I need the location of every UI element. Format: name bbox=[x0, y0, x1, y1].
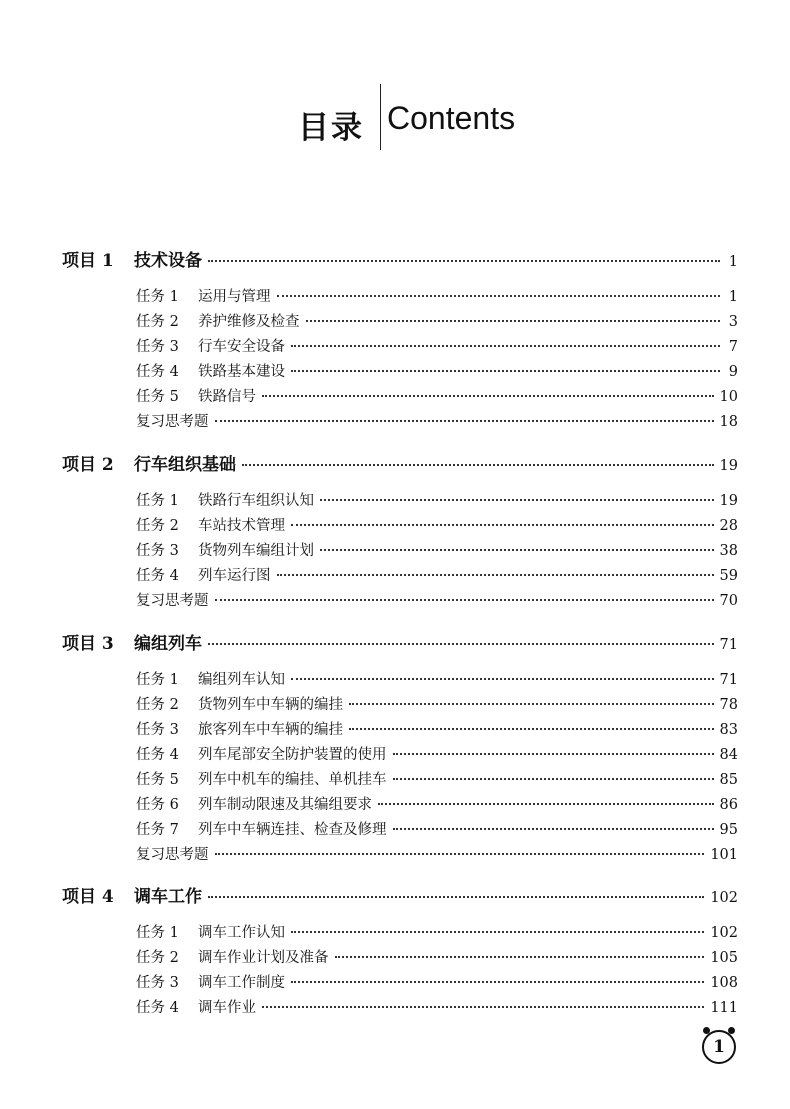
toc-entry-number: 任务 7 bbox=[136, 822, 179, 838]
dot-leader bbox=[335, 956, 705, 958]
toc-entry-title: 调车作业计划及准备 bbox=[198, 950, 329, 966]
toc-task-entry[interactable] bbox=[136, 718, 738, 739]
toc-task-entry[interactable] bbox=[136, 410, 738, 431]
toc-entry-title: 货物列车编组计划 bbox=[198, 543, 314, 559]
toc-entry-page: 85 bbox=[719, 772, 738, 788]
toc-entry-number: 任务 4 bbox=[136, 364, 179, 380]
toc-entry-number: 任务 3 bbox=[136, 722, 179, 738]
toc-task-entry[interactable] bbox=[136, 310, 738, 331]
toc-entry-page: 84 bbox=[719, 747, 738, 763]
dot-leader bbox=[215, 420, 714, 422]
toc-entry-title: 调车工作 bbox=[134, 887, 202, 907]
toc-entry-number: 任务 1 bbox=[136, 672, 179, 688]
toc-entry-page: 19 bbox=[719, 458, 738, 474]
toc-entry-title: 养护维修及检查 bbox=[198, 314, 300, 330]
dot-leader bbox=[277, 574, 714, 576]
toc-entry-number: 项目 4 bbox=[62, 887, 114, 907]
toc-entry-number: 任务 3 bbox=[136, 543, 179, 559]
toc-entry-title: 复习思考题 bbox=[136, 847, 209, 863]
toc-task-entry[interactable] bbox=[136, 589, 738, 610]
toc-entry-page: 1 bbox=[728, 254, 738, 270]
toc-entry-title: 列车尾部安全防护装置的使用 bbox=[198, 747, 387, 763]
dot-leader bbox=[208, 643, 714, 645]
toc-entry-number: 任务 2 bbox=[136, 314, 179, 330]
toc-entry-title: 列车运行图 bbox=[198, 568, 271, 584]
toc-entry-title: 旅客列车中车辆的编挂 bbox=[198, 722, 343, 738]
toc-entry-number: 任务 4 bbox=[136, 568, 179, 584]
toc-entry-page: 18 bbox=[719, 414, 738, 430]
toc-entry-page: 105 bbox=[710, 950, 738, 966]
toc-entry-page: 111 bbox=[710, 1000, 738, 1016]
toc-task-entry[interactable] bbox=[136, 385, 738, 406]
dot-leader bbox=[393, 828, 714, 830]
toc-entry-title: 调车作业 bbox=[198, 1000, 256, 1016]
toc-entry-number: 任务 4 bbox=[136, 1000, 179, 1016]
dot-leader bbox=[393, 778, 714, 780]
toc-task-entry[interactable] bbox=[136, 818, 738, 839]
toc-task-entry[interactable] bbox=[136, 843, 738, 864]
toc-entry-title: 铁路基本建设 bbox=[198, 364, 285, 380]
page-number-badge bbox=[702, 1030, 736, 1064]
dot-leader bbox=[215, 599, 714, 601]
dot-leader bbox=[208, 896, 704, 898]
toc-task-entry[interactable] bbox=[136, 360, 738, 381]
toc-entry-title: 车站技术管理 bbox=[198, 518, 285, 534]
toc-entry-title: 调车工作认知 bbox=[198, 925, 285, 941]
toc-entry-page: 78 bbox=[719, 697, 738, 713]
toc-entry-title: 货物列车中车辆的编挂 bbox=[198, 697, 343, 713]
dot-leader bbox=[277, 295, 721, 297]
toc-task-entry[interactable] bbox=[136, 693, 738, 714]
toc-entry-number: 任务 2 bbox=[136, 697, 179, 713]
dot-leader bbox=[393, 753, 714, 755]
toc-entry-page: 102 bbox=[710, 890, 738, 906]
toc-entry-number: 任务 2 bbox=[136, 950, 179, 966]
toc-entry-page: 3 bbox=[728, 314, 738, 330]
toc-entry-page: 7 bbox=[728, 339, 738, 355]
toc-entry-page: 9 bbox=[728, 364, 738, 380]
toc-project-entry[interactable] bbox=[62, 450, 738, 475]
toc-entry-title: 列车中机车的编挂、单机挂车 bbox=[198, 772, 387, 788]
toc-entry-title: 运用与管理 bbox=[198, 289, 271, 305]
toc-task-entry[interactable] bbox=[136, 668, 738, 689]
toc-entry-page: 71 bbox=[719, 637, 738, 653]
toc-entry-number: 任务 5 bbox=[136, 772, 179, 788]
toc-entry-page: 102 bbox=[710, 925, 738, 941]
toc-task-entry[interactable] bbox=[136, 489, 738, 510]
toc-task-entry[interactable] bbox=[136, 793, 738, 814]
toc-entry-number: 任务 6 bbox=[136, 797, 179, 813]
toc-entry-page: 101 bbox=[710, 847, 738, 863]
toc-entry-title: 调车工作制度 bbox=[198, 975, 285, 991]
toc-project-entry[interactable] bbox=[62, 246, 738, 271]
toc-task-entry[interactable] bbox=[136, 946, 738, 967]
toc-entry-page: 83 bbox=[719, 722, 738, 738]
dot-leader bbox=[291, 370, 720, 372]
toc-task-entry[interactable] bbox=[136, 768, 738, 789]
toc-task-entry[interactable] bbox=[136, 564, 738, 585]
toc-entry-number: 任务 5 bbox=[136, 389, 179, 405]
page-number: 1 bbox=[702, 1030, 736, 1064]
toc-entry-title: 列车制动限速及其编组要求 bbox=[198, 797, 372, 813]
toc-task-entry[interactable] bbox=[136, 285, 738, 306]
toc-task-entry[interactable] bbox=[136, 743, 738, 764]
dot-leader bbox=[320, 549, 714, 551]
dot-leader bbox=[291, 345, 720, 347]
toc-entry-number: 任务 1 bbox=[136, 925, 179, 941]
toc-entry-page: 95 bbox=[719, 822, 738, 838]
dot-leader bbox=[291, 678, 714, 680]
toc-entry-title: 行车安全设备 bbox=[198, 339, 285, 355]
toc-entry-page: 19 bbox=[719, 493, 738, 509]
toc-project-entry[interactable] bbox=[62, 629, 738, 654]
toc-entry-title: 复习思考题 bbox=[136, 593, 209, 609]
dot-leader bbox=[291, 524, 714, 526]
toc-entry-title: 铁路行车组织认知 bbox=[198, 493, 314, 509]
toc-entry-number: 任务 4 bbox=[136, 747, 179, 763]
toc-task-entry[interactable] bbox=[136, 539, 738, 560]
toc-entry-title: 铁路信号 bbox=[198, 389, 256, 405]
toc-entry-number: 任务 3 bbox=[136, 339, 179, 355]
toc-entry-title: 编组列车认知 bbox=[198, 672, 285, 688]
dot-leader bbox=[215, 853, 705, 855]
toc-entry-number: 任务 1 bbox=[136, 493, 179, 509]
toc-entry-number: 任务 3 bbox=[136, 975, 179, 991]
toc-task-entry[interactable] bbox=[136, 921, 738, 942]
toc-entry-page: 28 bbox=[719, 518, 738, 534]
toc-entry-number: 项目 1 bbox=[62, 251, 114, 271]
toc-entry-page: 71 bbox=[719, 672, 738, 688]
toc-entry-number: 项目 2 bbox=[62, 455, 114, 475]
toc-entry-page: 86 bbox=[719, 797, 738, 813]
toc-entry-page: 1 bbox=[728, 289, 738, 305]
toc-entry-number: 任务 2 bbox=[136, 518, 179, 534]
toc-entry-title: 行车组织基础 bbox=[134, 455, 236, 475]
dot-leader bbox=[262, 1006, 704, 1008]
title-english: Contents bbox=[387, 100, 516, 136]
toc-entry-page: 59 bbox=[719, 568, 738, 584]
toc-entry-title: 编组列车 bbox=[134, 634, 202, 654]
toc-entry-title: 列车中车辆连挂、检查及修理 bbox=[198, 822, 387, 838]
dot-leader bbox=[242, 464, 714, 466]
dot-leader bbox=[262, 395, 714, 397]
dot-leader bbox=[291, 981, 704, 983]
toc-entry-number: 项目 3 bbox=[62, 634, 114, 654]
toc-task-entry[interactable] bbox=[136, 514, 738, 535]
dot-leader bbox=[320, 499, 714, 501]
toc-entry-page: 108 bbox=[710, 975, 738, 991]
toc-entry-number: 任务 1 bbox=[136, 289, 179, 305]
toc-project-entry[interactable] bbox=[62, 882, 738, 907]
toc-task-entry[interactable] bbox=[136, 971, 738, 992]
title-chinese: 目录 bbox=[298, 110, 364, 146]
dot-leader bbox=[291, 931, 704, 933]
dot-leader bbox=[349, 728, 714, 730]
toc-task-entry[interactable] bbox=[136, 335, 738, 356]
toc-entry-title: 技术设备 bbox=[134, 251, 202, 271]
dot-leader bbox=[208, 260, 720, 262]
toc-task-entry[interactable] bbox=[136, 996, 738, 1017]
toc-entry-page: 10 bbox=[719, 389, 738, 405]
toc-entry-title: 复习思考题 bbox=[136, 414, 209, 430]
toc-entry-page: 38 bbox=[719, 543, 738, 559]
dot-leader bbox=[349, 703, 714, 705]
dot-leader bbox=[306, 320, 721, 322]
dot-leader bbox=[378, 803, 714, 805]
toc-entry-page: 70 bbox=[719, 593, 738, 609]
